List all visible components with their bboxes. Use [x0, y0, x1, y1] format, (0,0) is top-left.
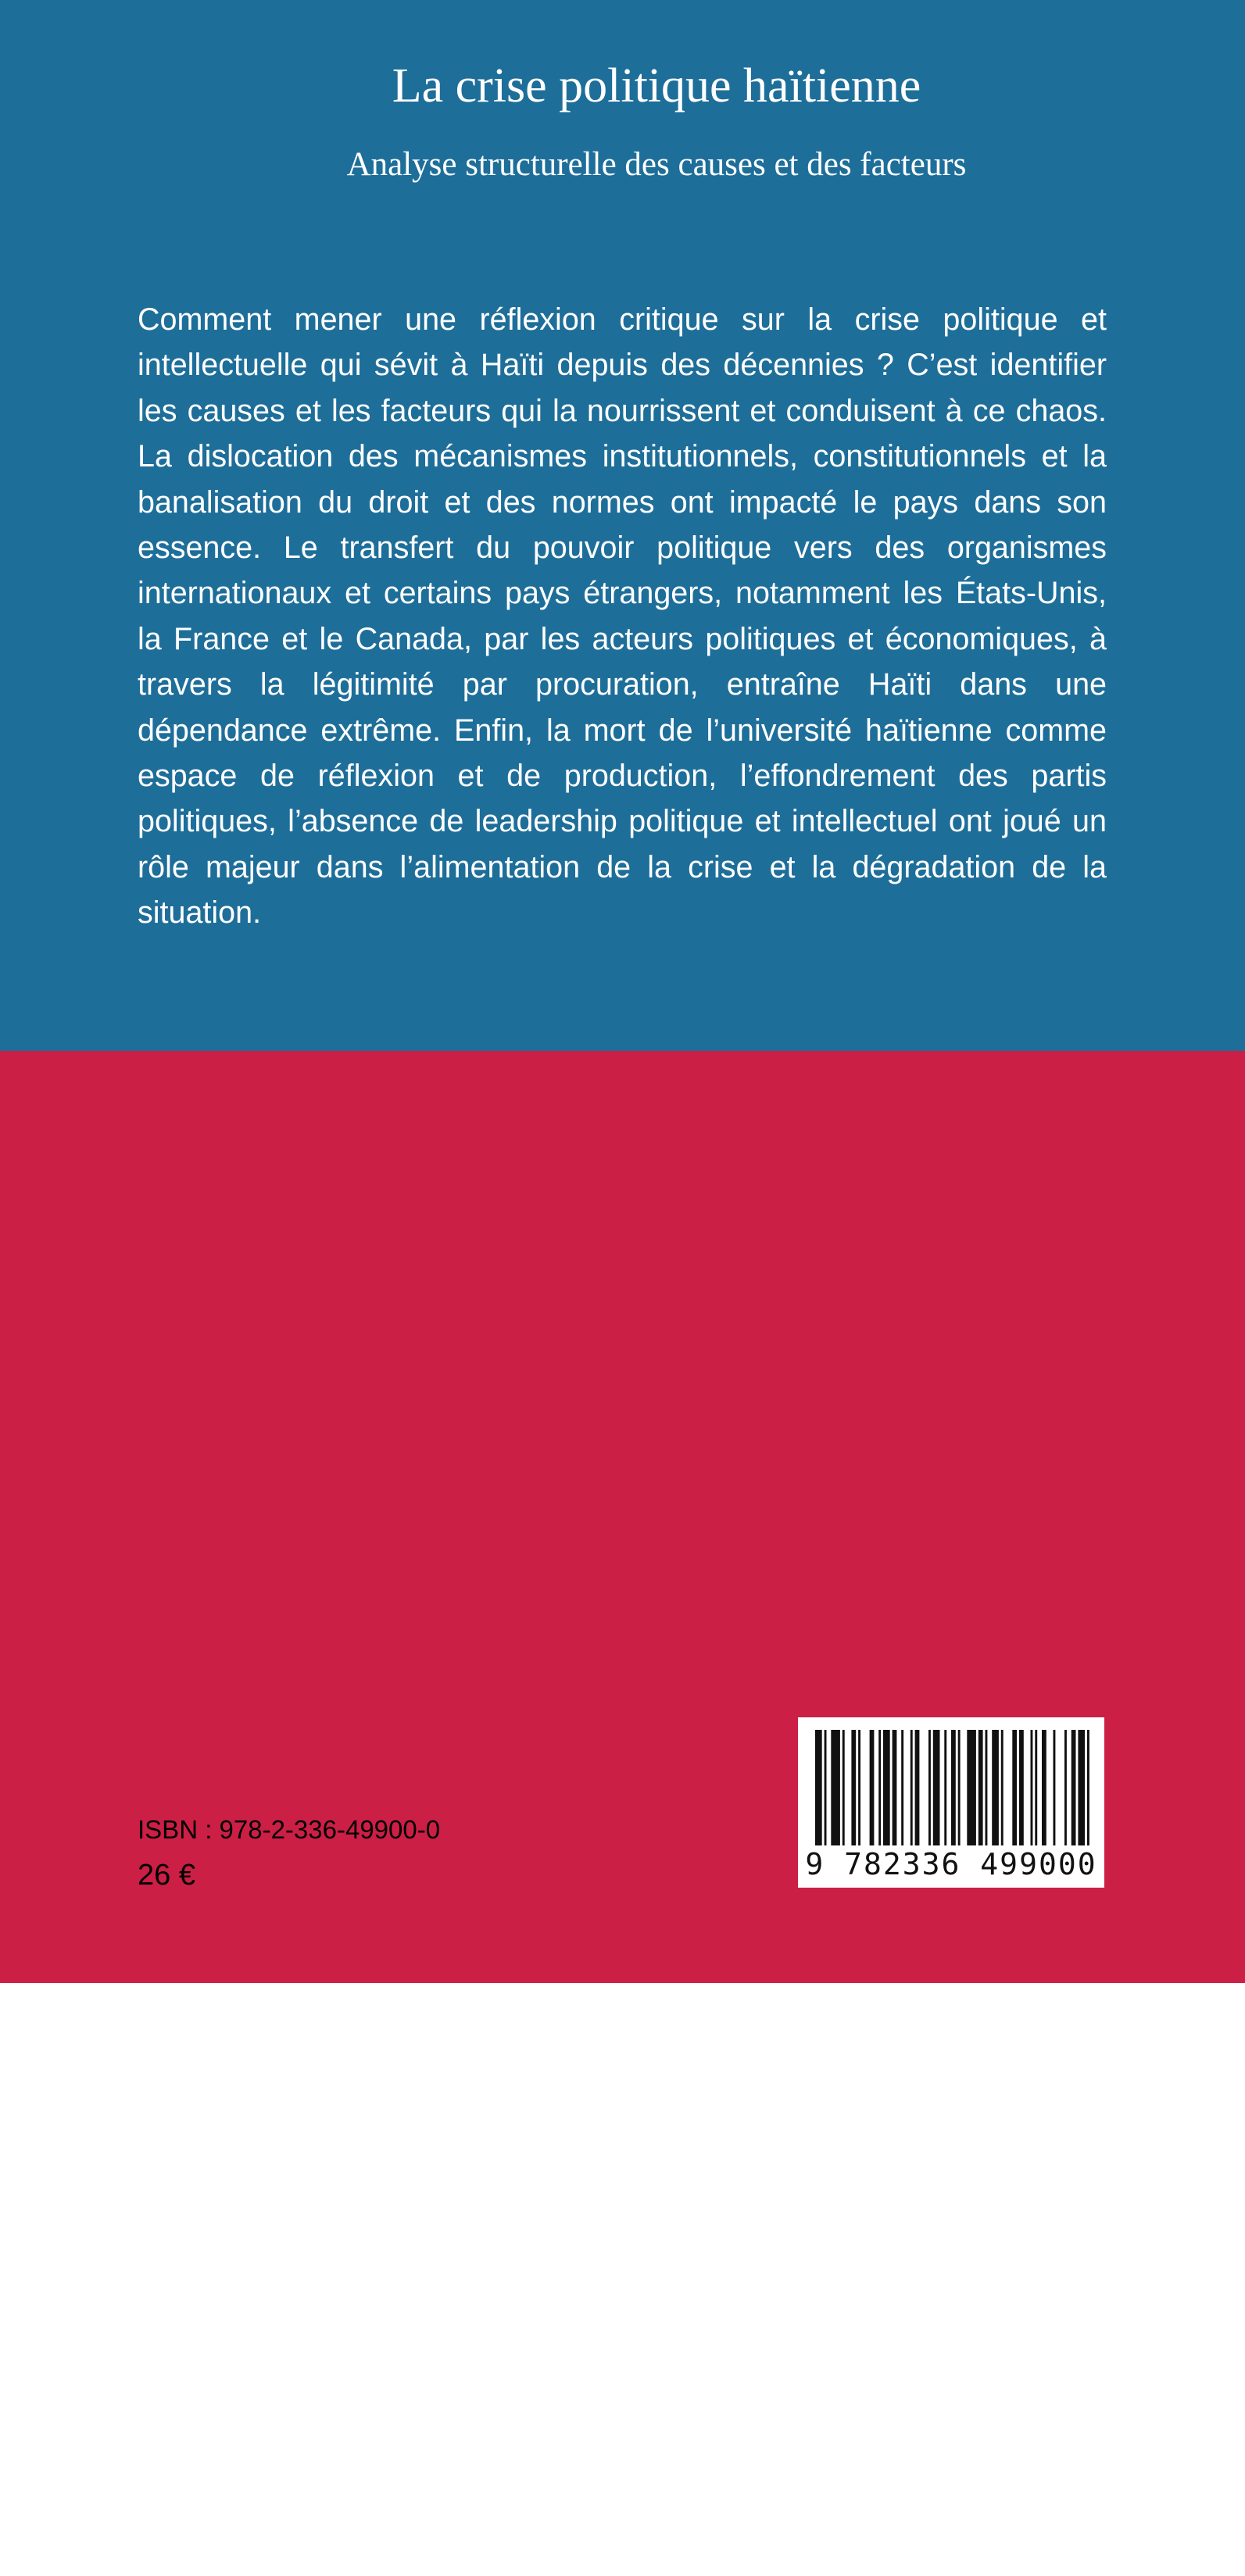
barcode	[798, 1717, 1104, 1888]
isbn-label: ISBN : 978-2-336-49900-0	[138, 1815, 441, 1844]
author-name: Eland Guerrier	[138, 2217, 353, 2251]
price-label: 26 €	[138, 1859, 195, 1892]
barcode-digits: 9 782336 499000	[805, 1847, 1097, 1881]
author-bio-text: est titulaire d’une licence en droit de l’Université d’État d’Haïti, d’un master 2 en droit économique et des affaires de l’Université de Nice Sophia Antipolis et d’un doctorat en droit public de l’Université Côte d’Azur, en France. Il a été pendant trois ans directeur des facultés et écoles de province de l’UEH. Ex-conseiller politique de Dieudonné Lhérisson, président du Parti PLANSPA et ex-membre du bureau du Recteur Jean-Elie Gilles de l’UPSEJ, il est professeur de droit à l’UEH et président de Jenerasyon Wozo.	[138, 2217, 1107, 2571]
author-biography	[138, 2211, 1107, 2576]
book-summary: Comment mener une réflexion critique sur la crise politique et intellectuelle qui sévit à Haïti depuis des décennies ? C’est identifier les causes et les facteurs qui la nourrissent et conduisent à ce chaos. La dislocation des mécanismes institutionnels, constitutionnels et la banalisation du droit et des normes ont impacté le pays dans son essence. Le transfert du pouvoir politique vers des organismes internationaux et certains pays étrangers, notamment les États-Unis, la France et le Canada, par les acteurs politiques et économiques, à travers la légitimité par procuration, entraîne Haïti dans une dépendance extrême. Enfin, la mort de l’université haïtienne comme espace de réflexion et de production, l’effondrement des partis politiques, l’absence de leadership politique et intellectuel ont joué un rôle majeur dans l’alimentation de la crise et la dégradation de la situation.	[138, 302, 1107, 931]
summary-panel	[0, 0, 1245, 1051]
book-title: La crise politique haïtienne	[392, 59, 921, 113]
book-subtitle: Analyse structurelle des causes et des facteurs	[346, 146, 967, 183]
